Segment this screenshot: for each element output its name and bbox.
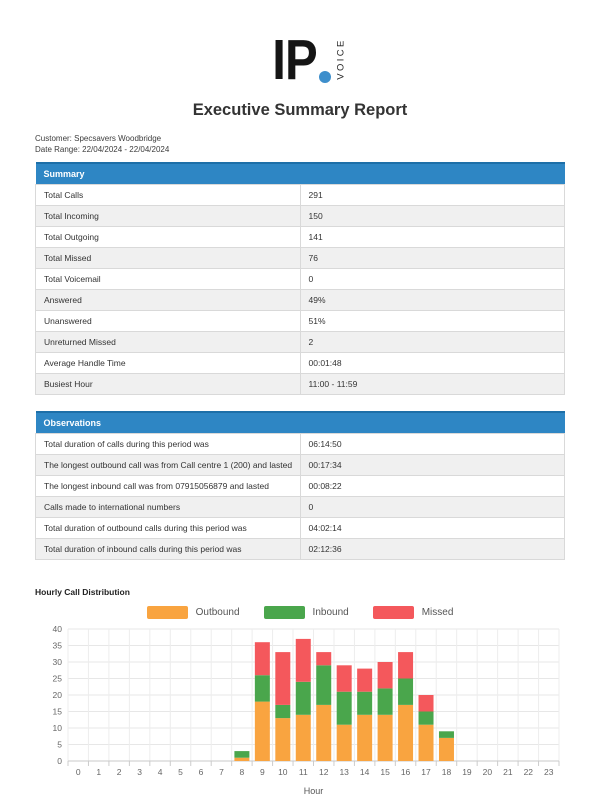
bar-segment-inbound bbox=[316, 665, 331, 705]
bar-hour-8 bbox=[234, 751, 249, 761]
svg-text:6: 6 bbox=[198, 767, 204, 777]
hourly-call-distribution-chart bbox=[35, 623, 565, 801]
svg-text:35: 35 bbox=[52, 640, 62, 651]
logo-vertical-text: VOICE bbox=[335, 38, 347, 81]
row-label: Total duration of inbound calls during this period was bbox=[36, 539, 301, 560]
table-row bbox=[36, 290, 565, 311]
chart-plot-wrap bbox=[35, 623, 565, 806]
legend-item-outbound bbox=[147, 606, 240, 619]
hourly-call-distribution-section bbox=[35, 587, 565, 806]
table-row bbox=[36, 353, 565, 374]
table-row bbox=[36, 518, 565, 539]
row-label: Total Missed bbox=[36, 248, 301, 269]
table-row bbox=[36, 227, 565, 248]
table-row bbox=[36, 206, 565, 227]
legend-label: Outbound bbox=[195, 607, 240, 618]
bar-segment-inbound bbox=[357, 692, 372, 715]
svg-text:3: 3 bbox=[137, 767, 142, 777]
bar-segment-inbound bbox=[439, 731, 454, 738]
svg-text:22: 22 bbox=[523, 767, 534, 777]
svg-text:0: 0 bbox=[75, 767, 81, 777]
row-value: 76 bbox=[300, 248, 565, 269]
bar-hour-12 bbox=[316, 652, 331, 761]
legend-swatch-missed bbox=[373, 606, 414, 619]
bar-segment-outbound bbox=[275, 718, 290, 761]
svg-text:21: 21 bbox=[503, 767, 513, 777]
table-row bbox=[36, 374, 565, 395]
bar-segment-outbound bbox=[439, 738, 454, 761]
logo-text: IP bbox=[271, 28, 317, 92]
svg-text:7: 7 bbox=[219, 767, 224, 777]
bar-segment-missed bbox=[419, 695, 434, 712]
chart-title: Hourly Call Distribution bbox=[35, 587, 130, 597]
bar-segment-missed bbox=[357, 669, 372, 692]
row-label: Answered bbox=[36, 290, 301, 311]
legend-label: Missed bbox=[421, 607, 454, 618]
svg-text:40: 40 bbox=[52, 624, 62, 634]
bar-segment-inbound bbox=[337, 692, 352, 725]
svg-text:16: 16 bbox=[400, 767, 411, 777]
observations-table-body bbox=[36, 434, 565, 560]
table-row bbox=[36, 311, 565, 332]
row-value: 00:08:22 bbox=[300, 476, 565, 497]
bar-hour-18 bbox=[439, 731, 454, 761]
logo-row bbox=[35, 0, 565, 92]
table-row bbox=[36, 269, 565, 290]
customer-line: Customer: Specsavers Woodbridge bbox=[35, 134, 162, 143]
bar-segment-outbound bbox=[316, 705, 331, 761]
table-row bbox=[36, 185, 565, 206]
row-value: 141 bbox=[300, 227, 565, 248]
report-meta bbox=[35, 134, 565, 155]
gridlines bbox=[68, 629, 559, 766]
svg-text:5: 5 bbox=[178, 767, 183, 777]
bar-segment-outbound bbox=[419, 725, 434, 761]
bar-segment-inbound bbox=[234, 751, 249, 758]
svg-text:9: 9 bbox=[259, 767, 265, 777]
svg-text:18: 18 bbox=[441, 767, 452, 777]
bar-hour-16 bbox=[398, 652, 413, 761]
row-label: Calls made to international numbers bbox=[36, 497, 301, 518]
svg-text:10: 10 bbox=[52, 723, 62, 733]
table-row bbox=[36, 455, 565, 476]
bar-segment-inbound bbox=[275, 705, 290, 718]
svg-text:10: 10 bbox=[278, 767, 288, 777]
row-label: Total Outgoing bbox=[36, 227, 301, 248]
row-value: 00:17:34 bbox=[300, 455, 565, 476]
observations-table bbox=[35, 411, 565, 560]
row-value: 06:14:50 bbox=[300, 434, 565, 455]
bar-segment-inbound bbox=[296, 682, 311, 715]
svg-text:2: 2 bbox=[116, 767, 122, 777]
svg-text:19: 19 bbox=[462, 767, 472, 777]
logo-voice-wrap bbox=[333, 33, 349, 89]
row-value: 150 bbox=[300, 206, 565, 227]
row-label: Unreturned Missed bbox=[36, 332, 301, 353]
row-label: Total Voicemail bbox=[36, 269, 301, 290]
row-label: Busiest Hour bbox=[36, 374, 301, 395]
svg-text:8: 8 bbox=[239, 767, 245, 777]
summary-table-body bbox=[36, 185, 565, 395]
svg-text:1: 1 bbox=[96, 767, 102, 777]
row-value: 04:02:14 bbox=[300, 518, 565, 539]
svg-text:15: 15 bbox=[52, 706, 62, 717]
y-axis-labels bbox=[53, 624, 63, 766]
bar-segment-inbound bbox=[255, 675, 270, 701]
bar-segment-missed bbox=[378, 662, 393, 688]
row-value: 51% bbox=[300, 311, 565, 332]
bar-hour-14 bbox=[357, 669, 372, 761]
bar-segment-missed bbox=[316, 652, 331, 665]
legend-item-missed bbox=[373, 606, 454, 619]
svg-text:20: 20 bbox=[52, 690, 62, 700]
svg-text:23: 23 bbox=[544, 767, 554, 777]
svg-text:25: 25 bbox=[52, 673, 62, 684]
ipvoice-logo bbox=[265, 28, 350, 92]
legend-swatch-outbound bbox=[147, 606, 188, 619]
row-value: 49% bbox=[300, 290, 565, 311]
logo-dot-icon bbox=[319, 71, 331, 83]
bar-segment-missed bbox=[296, 639, 311, 682]
x-axis-title: Hour bbox=[303, 786, 324, 796]
row-label: Unanswered bbox=[36, 311, 301, 332]
row-label: Total duration of calls during this period was bbox=[36, 434, 301, 455]
table-row bbox=[36, 248, 565, 269]
table-row bbox=[36, 332, 565, 353]
row-value: 02:12:36 bbox=[300, 539, 565, 560]
svg-text:4: 4 bbox=[157, 767, 163, 777]
x-axis-labels bbox=[76, 767, 554, 777]
row-value: 0 bbox=[300, 497, 565, 518]
summary-table-header: Summary bbox=[36, 163, 565, 185]
svg-text:30: 30 bbox=[52, 657, 62, 667]
legend-swatch-inbound bbox=[264, 606, 305, 619]
bars bbox=[234, 639, 454, 761]
bar-segment-missed bbox=[337, 665, 352, 691]
legend-label: Inbound bbox=[312, 607, 349, 618]
summary-table bbox=[35, 162, 565, 395]
bar-segment-outbound bbox=[296, 715, 311, 761]
svg-text:12: 12 bbox=[318, 767, 329, 777]
svg-text:20: 20 bbox=[482, 767, 493, 777]
bar-segment-missed bbox=[398, 652, 413, 678]
bar-hour-9 bbox=[255, 642, 270, 761]
table-row bbox=[36, 434, 565, 455]
row-label: Average Handle Time bbox=[36, 353, 301, 374]
svg-text:17: 17 bbox=[421, 767, 431, 777]
bar-hour-17 bbox=[419, 695, 434, 761]
bar-segment-outbound bbox=[357, 715, 372, 761]
date-range-line: Date Range: 22/04/2024 - 22/04/2024 bbox=[35, 144, 170, 154]
bar-segment-outbound bbox=[337, 725, 352, 761]
bar-segment-missed bbox=[255, 642, 270, 675]
svg-text:14: 14 bbox=[359, 767, 370, 777]
row-value: 2 bbox=[300, 332, 565, 353]
row-label: Total duration of outbound calls during this period was bbox=[36, 518, 301, 539]
legend-item-inbound bbox=[264, 606, 349, 619]
bar-segment-inbound bbox=[419, 712, 434, 725]
observations-table-header: Observations bbox=[36, 412, 565, 434]
row-label: Total Incoming bbox=[36, 206, 301, 227]
svg-text:11: 11 bbox=[298, 767, 308, 777]
row-label: The longest inbound call was from 07915056879 and lasted bbox=[36, 476, 301, 497]
row-value: 00:01:48 bbox=[300, 353, 565, 374]
bar-segment-outbound bbox=[398, 705, 413, 761]
bar-segment-outbound bbox=[255, 702, 270, 761]
row-value: 291 bbox=[300, 185, 565, 206]
page-title: Executive Summary Report bbox=[192, 101, 408, 119]
row-label: The longest outbound call was from Call centre 1 (200) and lasted bbox=[36, 455, 301, 476]
bar-hour-13 bbox=[337, 665, 352, 761]
svg-text:15: 15 bbox=[380, 767, 390, 777]
table-row bbox=[36, 497, 565, 518]
bar-hour-15 bbox=[378, 662, 393, 761]
svg-text:13: 13 bbox=[339, 767, 349, 777]
bar-segment-inbound bbox=[378, 688, 393, 714]
bar-segment-inbound bbox=[398, 679, 413, 705]
bar-hour-10 bbox=[275, 652, 290, 761]
row-value: 11:00 - 11:59 bbox=[300, 374, 565, 395]
bar-segment-missed bbox=[275, 652, 290, 705]
svg-text:5: 5 bbox=[57, 739, 62, 750]
svg-text:0: 0 bbox=[57, 756, 62, 766]
table-row bbox=[36, 476, 565, 497]
row-label: Total Calls bbox=[36, 185, 301, 206]
bar-hour-11 bbox=[296, 639, 311, 761]
chart-legend bbox=[35, 606, 565, 619]
bar-segment-outbound bbox=[378, 715, 393, 761]
table-row bbox=[36, 539, 565, 560]
row-value: 0 bbox=[300, 269, 565, 290]
bar-segment-outbound bbox=[234, 758, 249, 761]
